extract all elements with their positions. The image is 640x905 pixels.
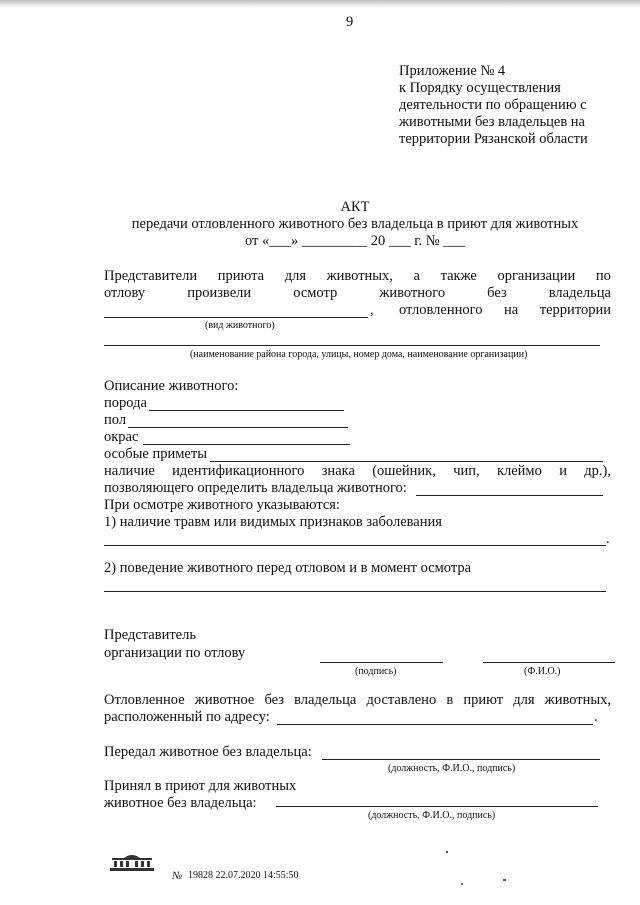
hint-acceptance: (должность, Ф.И.О., подпись) bbox=[368, 810, 496, 821]
acceptance-line-1: Принял в приют для животных bbox=[104, 778, 297, 794]
signature-field[interactable] bbox=[320, 662, 443, 663]
hint-animal-type: (вид животного) bbox=[205, 320, 275, 331]
marks-field[interactable] bbox=[210, 461, 603, 462]
document-date-line: от «___» _________ 20 ___ г. № ___ bbox=[244, 233, 466, 249]
identification-row-1: наличие идентификационного знака (ошейник, чип, клеймо и др.), bbox=[104, 463, 611, 479]
appendix-line-2: к Порядку осуществления bbox=[399, 80, 561, 96]
handover-label: Передал животное без владельца: bbox=[104, 744, 312, 760]
inspection-item-1: 1) наличие травм или видимых признаков заболевания bbox=[104, 514, 442, 530]
injuries-field-end: . bbox=[606, 531, 610, 547]
appendix-line-5: территории Рязанской области bbox=[399, 131, 588, 147]
fio-field[interactable] bbox=[483, 662, 615, 663]
appendix-line-4: животными без владельцев на bbox=[399, 114, 585, 130]
sex-label: пол bbox=[104, 412, 127, 428]
acceptance-line-2: животное без владельца: bbox=[104, 795, 257, 811]
identification-row-2: позволяющего определить владельца животного: bbox=[104, 480, 407, 496]
injuries-field[interactable] bbox=[104, 545, 606, 546]
delivery-row-2: расположенный по адресу: bbox=[104, 709, 270, 725]
registry-stamp-icon bbox=[104, 851, 160, 873]
address-field-end: . bbox=[594, 709, 598, 725]
scan-speck bbox=[446, 851, 448, 853]
hint-fio: (Ф.И.О.) bbox=[524, 666, 561, 677]
document-subtitle: передачи отловленного животного без владельца в приют для животных bbox=[131, 216, 579, 232]
location-field[interactable] bbox=[104, 345, 600, 346]
intro-row-1: Представители приюта для животных, а также организации по bbox=[104, 268, 611, 284]
appendix-line-3: деятельности по обращению с bbox=[399, 97, 587, 113]
representative-line-1: Представитель bbox=[104, 627, 196, 643]
scan-speck bbox=[461, 883, 463, 885]
intro-row-3: отловленного на территории bbox=[399, 302, 611, 318]
inspection-item-2: 2) поведение животного перед отловом и в момент осмотра bbox=[104, 560, 472, 576]
behavior-field[interactable] bbox=[104, 591, 606, 592]
hint-handover: (должность, Ф.И.О., подпись) bbox=[388, 763, 516, 774]
hint-signature: (подпись) bbox=[355, 666, 397, 677]
sex-field[interactable] bbox=[128, 427, 348, 428]
color-label: окрас bbox=[104, 429, 139, 445]
color-field[interactable] bbox=[143, 444, 350, 445]
handover-field[interactable] bbox=[322, 759, 600, 760]
representative-line-2: организации по отлову bbox=[104, 645, 246, 661]
acceptance-field[interactable] bbox=[276, 806, 598, 807]
breed-label: порода bbox=[104, 395, 147, 411]
delivery-row-1: Отловленное животное без владельца доставлено в приют для животных, bbox=[104, 692, 611, 708]
registration-mark: № bbox=[172, 870, 183, 882]
registration-text: 19828 22.07.2020 14:55:50 bbox=[188, 870, 299, 881]
document-title: АКТ bbox=[340, 199, 370, 215]
inspection-heading: При осмотре животного указываются: bbox=[104, 497, 340, 513]
address-field[interactable] bbox=[277, 724, 593, 725]
appendix-line-1: Приложение № 4 bbox=[399, 63, 506, 79]
intro-row-2: отлову произвели осмотр животного без владельца bbox=[104, 285, 611, 301]
identification-field[interactable] bbox=[416, 495, 603, 496]
marks-label: особые приметы bbox=[104, 446, 207, 462]
animal-type-field[interactable] bbox=[104, 317, 368, 318]
page-number: 9 bbox=[346, 14, 354, 30]
intro-comma: , bbox=[370, 302, 374, 318]
scan-speck bbox=[503, 879, 506, 881]
hint-location: (наименование района города, улицы, номер дома, наименование организации) bbox=[190, 349, 528, 360]
breed-field[interactable] bbox=[149, 410, 344, 411]
scan-top-band bbox=[0, 0, 640, 8]
description-heading: Описание животного: bbox=[104, 378, 239, 394]
